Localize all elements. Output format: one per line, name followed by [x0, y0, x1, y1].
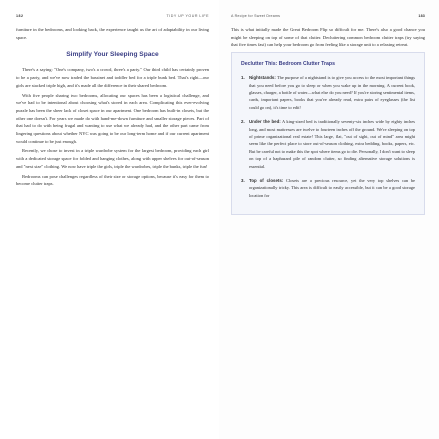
callout-item — [241, 177, 415, 199]
right-page — [219, 0, 439, 439]
item-lead: Under the bed: — [249, 119, 281, 125]
section-heading: Simplify Your Sleeping Space — [66, 51, 159, 59]
callout-item — [241, 118, 415, 170]
item-body — [249, 118, 415, 170]
item-number: 3. — [241, 177, 245, 183]
right-page-header — [231, 14, 425, 18]
body-paragraph: There's a saying: "One's company, two's a crowd, three's a party." Our third child has certainly proven to be a party, and we've now traded the bassinet and toddler bed for a triple bunk bed. That's right—our girls are stacked triple high, and it's made all the difference in their shared bedroom. — [16, 67, 209, 88]
right-page-number: 183 — [418, 14, 425, 18]
item-body — [249, 74, 415, 111]
item-number: 2. — [241, 119, 245, 125]
item-lead: Nightstands: — [249, 75, 276, 81]
item-text: The purpose of a nightstand is to give you access to the most important things that you need before you go to sleep or when you wake up in the morning. A current book, glasses, charger, a bottle of water—what else do you need? If you're storing sentimental items, cards, important papers, books that you've already read, extra pairs of eyeglasses (the list could go on), it's time to edit! — [249, 75, 415, 110]
body-paragraph: This is what initially made the Great Bedroom Flip so difficult for me. There's also a good chance you might be sleeping on top of some of that clutter. Decluttering common bedroom clutter traps (try saying that five times fast) can help your bedroom go from feeling like a storage unit to a relaxing retreat. — [231, 27, 425, 48]
item-lead: Top of closets: — [249, 177, 284, 183]
left-page — [0, 0, 219, 439]
left-page-number: 182 — [16, 14, 24, 18]
item-text: A king-sized bed is traditionally seventy-six inches wide by eighty inches long, and most mattresses are twelve to fourteen inches off the ground. We're sleeping on top of prime organizational real estate! This large, flat, "out of sight, out of mind" area might seem like the perfect place to store out-of-season clothing, extra bedding, books, papers, etc. But be careful not to make this the spot where items go to die. Personally, I don't want to sleep on top of a haphazard pile of random clutter, so finding alternative storage solutions is essential. — [249, 119, 415, 169]
item-body — [249, 177, 415, 199]
body-paragraph: Recently, we chose to invest in a triple wardrobe system for the largest bedroom, providing each girl with a dedicated storage space for folded and hanging clothes, along with upper shelves for out-of-season and "next size" clothing. We now have triple the girls, triple the wardrobes, triple the bunks, triple the fun! — [16, 148, 209, 169]
body-paragraph: With five people sharing two bedrooms, allocating our spaces has been a logistical challenge, and we've had to be intentional about choosing what's stored in each area. Complicating this ever-evolving puzzle has been the sheer lack of closet space in our apartment. One bedroom has built-in closets, but the other one doesn't. For years we made do with hand-me-down furniture and smaller storage pieces. Part of that had to do with being frugal and wanting to use what we already had, and the other part came from lingering questions about whether NYC was going to be our long-term home and if our current apartment would continue to be just enough. — [16, 92, 209, 144]
intro-paragraph: furniture in the bedrooms, and looking back, the experience taught us the art of adaptability in our living space. — [16, 27, 209, 40]
callout-item — [241, 74, 415, 111]
left-running-title: TIDY UP YOUR LIFE — [166, 14, 209, 18]
item-number: 1. — [241, 75, 245, 81]
callout-title: Declutter This: Bedroom Clutter Traps — [241, 61, 335, 68]
item-text: Closets are a precious resource, yet the very top shelves can be organizationally tricky. This area is difficult to easily accessible, but it can be a good storage location for — [249, 177, 415, 198]
left-page-header — [16, 14, 209, 18]
clutter-traps-callout — [231, 52, 425, 215]
right-running-title: A Recipe for Sweet Dreams — [231, 14, 281, 18]
body-paragraph: Bedrooms can pose challenges regardless of their size or storage options, because it's easy for them to become clutter traps. — [16, 173, 209, 187]
